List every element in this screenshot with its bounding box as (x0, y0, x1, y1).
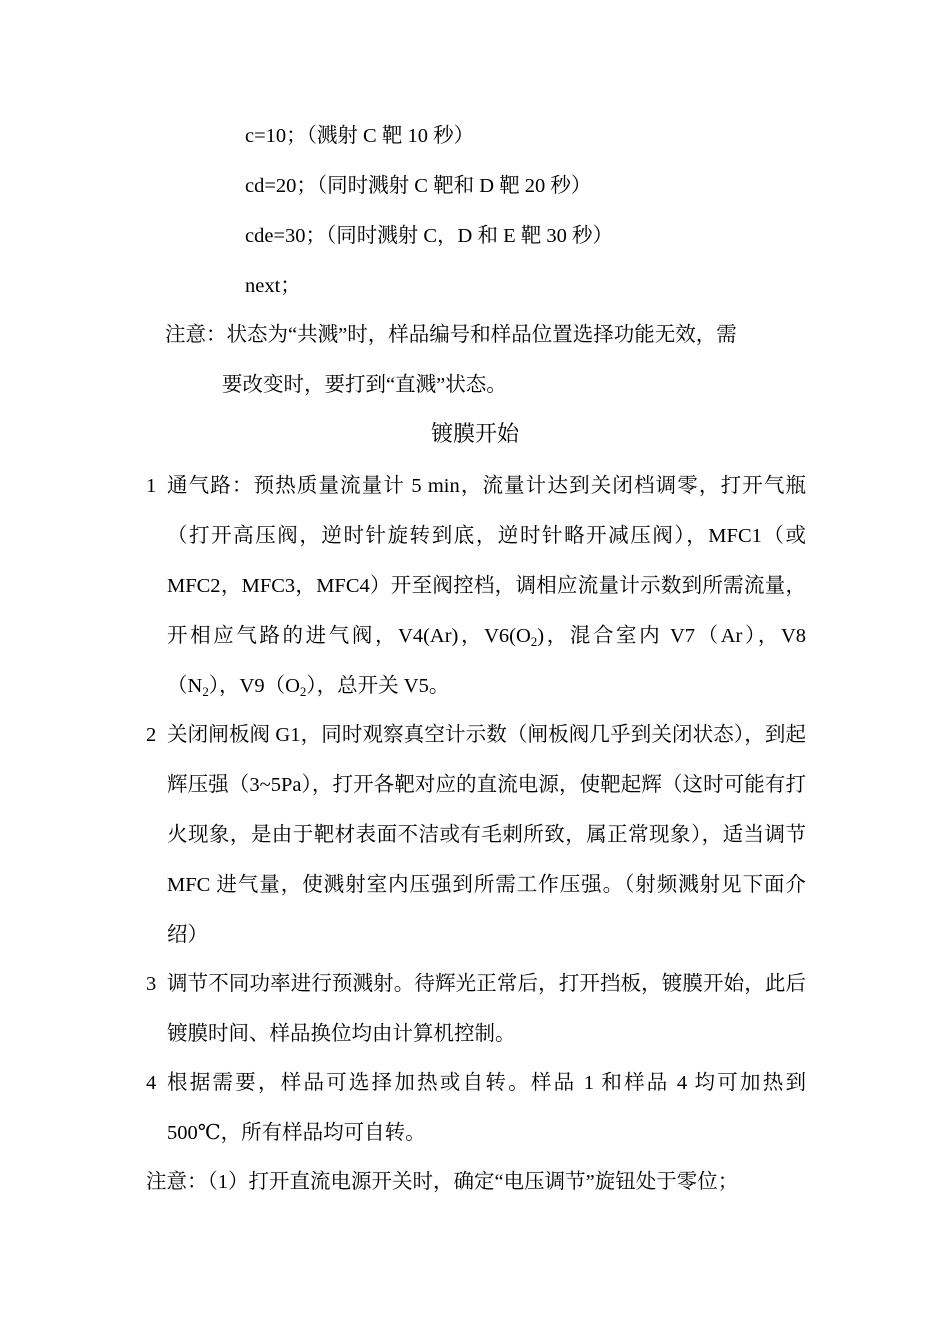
step-text: 调节不同功率进行预溅射。待辉光正常后，打开挡板，镀膜开始，此后镀膜时间、样品换位均由计算机控制。 (167, 973, 806, 1045)
note-line-2: 要改变时，要打到“直溅”状态。 (222, 374, 507, 396)
code-line-3: cde=30；（同时溅射 C，D 和 E 靶 30 秒） (245, 225, 614, 247)
code-line-4: next； (245, 275, 301, 297)
code-line-2: cd=20；（同时溅射 C 靶和 D 靶 20 秒） (245, 175, 592, 197)
step-number: 4 (146, 1072, 157, 1094)
step-text: 根据需要，样品可选择加热或自转。样品 1 和样品 4 均可加热到 500℃，所有样品均可自转。 (167, 1072, 806, 1144)
code-line-1: c=10；（溅射 C 靶 10 秒） (245, 125, 475, 147)
step-number: 2 (146, 724, 157, 746)
step-text: 关闭闸板阀 G1，同时观察真空计示数（闸板阀几乎到关闭状态），到起辉压强（3~5Pa），打开各靶对应的直流电源，使靶起辉（这时可能有打火现象，是由于靶材表面不洁或有毛刺所致，属正常现象），适当调节 MFC 进气量，使溅射室内压强到所需工作压强。（射频溅射见下面介绍） (167, 724, 806, 946)
section-title: 镀膜开始 (430, 421, 519, 446)
final-note: 注意：（1）打开直流电源开关时，确定“电压调节”旋钮处于零位； (146, 1171, 739, 1193)
step-number: 1 (146, 475, 157, 497)
step-number: 3 (146, 973, 157, 995)
note-line-1: 注意：状态为“共溅”时，样品编号和样品位置选择功能无效，需 (165, 324, 737, 346)
step-text: 通气路：预热质量流量计 5 min，流量计达到关闭档调零，打开气瓶（打开高压阀，逆时针旋转到底，逆时针略开减压阀），MFC1（或 MFC2，MFC3，MFC4）开至阀控档，调相应流量计示数到所需流量，开相应气路的进气阀，V4(Ar)，$V6(O_2)$，混合室内 V7（Ar），$V8(N_2)$，$V9(O_2)$，总开关 V5。 (167, 475, 806, 699)
